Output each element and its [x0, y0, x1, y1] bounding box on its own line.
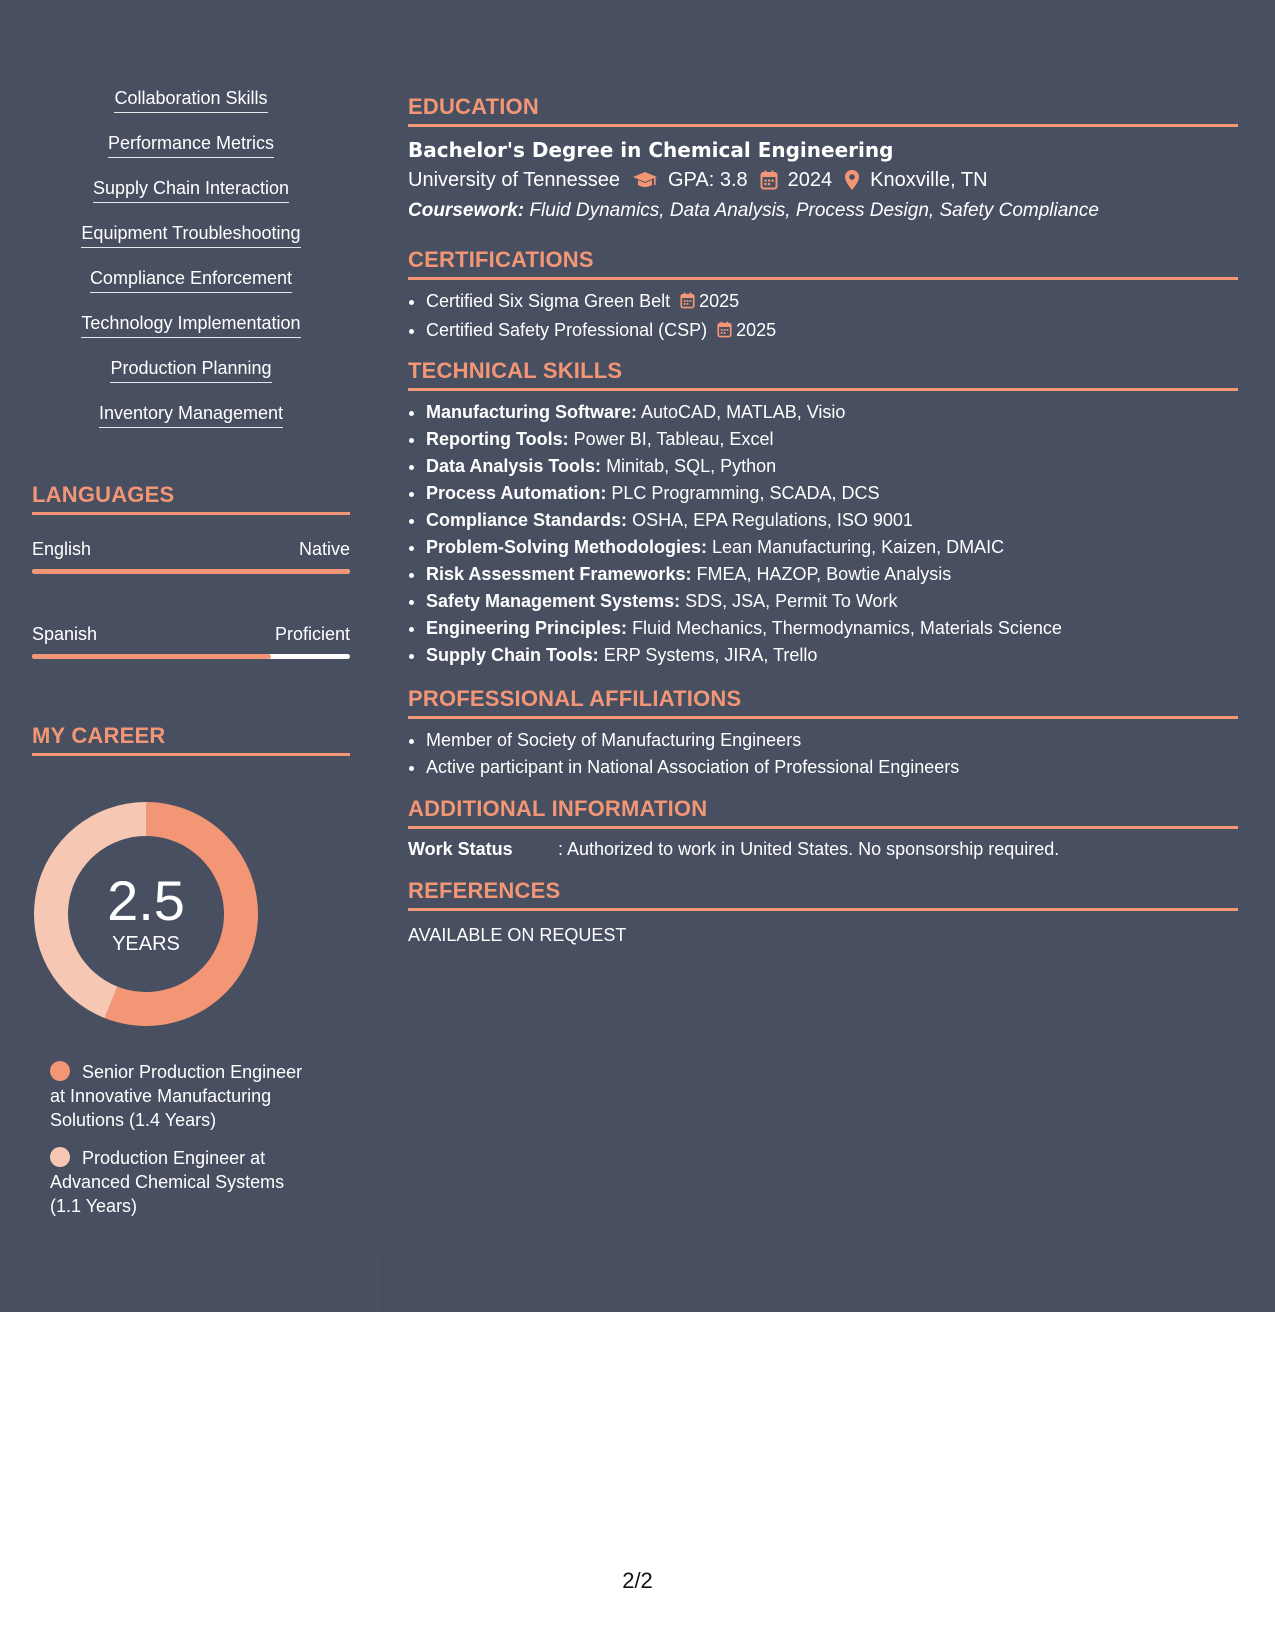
certification-year: 2025: [736, 320, 777, 340]
language-bar-english: [32, 569, 350, 574]
affiliation-item: • Member of Society of Manufacturing Engineers: [426, 727, 1238, 754]
certification-name: Certified Six Sigma Green Belt: [426, 291, 671, 311]
language-level: Proficient: [274, 624, 350, 644]
additional-info-title: ADDITIONAL INFORMATION: [408, 796, 1238, 829]
technical-skill-item: [426, 399, 1238, 426]
career-legend-label: Production Engineer at Advanced Chemical Systems (1.1 Years): [50, 1148, 285, 1216]
skill-label: Collaboration Skills: [114, 86, 267, 113]
technical-skill-item: [426, 561, 1238, 588]
technical-skill-value: Fluid Mechanics, Thermodynamics, Materials Science: [632, 618, 1062, 638]
graduation-year: 2024: [787, 169, 833, 191]
career-donut-chart: [32, 800, 260, 1028]
technical-skill-item: [426, 507, 1238, 534]
technical-skill-label: Engineering Principles:: [426, 618, 628, 638]
languages-section: [32, 482, 350, 659]
skill-label: Inventory Management: [99, 401, 283, 428]
references-section: [408, 878, 1238, 947]
language-row-spanish: [32, 622, 350, 646]
certifications-list: [408, 288, 1238, 346]
technical-skill-value: Minitab, SQL, Python: [606, 456, 777, 476]
coursework-label: Coursework:: [408, 200, 525, 221]
language-bar-spanish: [32, 654, 350, 659]
certification-item: [426, 288, 1238, 317]
skill-label: Compliance Enforcement: [90, 266, 292, 293]
technical-skill-item: [426, 480, 1238, 507]
technical-skill-label: Problem-Solving Methodologies:: [426, 537, 708, 557]
skill-item: [32, 311, 350, 356]
technical-skill-value: OSHA, EPA Regulations, ISO 9001: [632, 510, 913, 530]
skills-list: [32, 86, 350, 446]
technical-skill-value: ERP Systems, JIRA, Trello: [603, 645, 818, 665]
skill-label: Technology Implementation: [81, 311, 300, 338]
technical-skill-value: Lean Manufacturing, Kaizen, DMAIC: [712, 537, 1005, 557]
technical-skill-value: PLC Programming, SCADA, DCS: [611, 483, 880, 503]
career-section: [32, 723, 350, 756]
technical-skill-item: [426, 426, 1238, 453]
technical-skill-value: AutoCAD, MATLAB, Visio: [641, 402, 846, 422]
education-details: [408, 167, 1238, 193]
calendar-icon: [680, 290, 695, 317]
map-pin-icon: [844, 169, 860, 191]
degree-title: Bachelor's Degree in Chemical Engineering: [408, 138, 894, 162]
affiliations-title: PROFESSIONAL AFFILIATIONS: [408, 686, 1238, 719]
certifications-title: CERTIFICATIONS: [408, 247, 1238, 280]
language-bar-fill: [32, 569, 350, 574]
skill-item: [32, 221, 350, 266]
skill-item: [32, 176, 350, 221]
education-section: [408, 94, 1238, 224]
career-legend: [50, 1060, 320, 1232]
career-total-value: 2.5: [107, 869, 185, 932]
language-row-english: [32, 537, 350, 561]
technical-skill-label: Compliance Standards:: [426, 510, 628, 530]
calendar-icon: [717, 319, 732, 346]
references-title: REFERENCES: [408, 878, 1238, 911]
career-donut-segment-1: [34, 802, 146, 1018]
education-title: EDUCATION: [408, 94, 1238, 127]
technical-skill-label: Data Analysis Tools:: [426, 456, 602, 476]
technical-skill-label: Process Automation:: [426, 483, 607, 503]
career-legend-item: [50, 1146, 320, 1218]
technical-skill-label: Supply Chain Tools:: [426, 645, 599, 665]
affiliations-section: [408, 686, 1238, 781]
technical-skill-item: [426, 534, 1238, 561]
language-name: Spanish: [32, 624, 98, 644]
additional-info-section: [408, 796, 1238, 861]
career-total-unit: YEARS: [112, 933, 180, 955]
left-column: [0, 0, 383, 1312]
affiliation-item: • Active participant in National Association of Professional Engineers: [426, 754, 1238, 781]
skill-item: [32, 86, 350, 131]
technical-skill-value: Power BI, Tableau, Excel: [573, 429, 774, 449]
work-status-row: [408, 837, 1238, 861]
technical-skill-item: [426, 588, 1238, 615]
gpa: GPA: 3.8: [667, 169, 748, 191]
technical-skill-label: Risk Assessment Frameworks:: [426, 564, 692, 584]
coursework: [408, 198, 1238, 224]
skill-label: Equipment Troubleshooting: [81, 221, 300, 248]
technical-skill-item: [426, 453, 1238, 480]
career-legend-label: Senior Production Engineer at Innovative Manufacturing Solutions (1.4 Years): [50, 1062, 303, 1130]
career-title: MY CAREER: [32, 723, 350, 756]
skill-label: Supply Chain Interaction: [93, 176, 289, 203]
skill-item: [32, 401, 350, 446]
certification-item: [426, 317, 1238, 346]
page-number: 2/2: [622, 1568, 653, 1593]
technical-skills-list: [408, 399, 1238, 669]
technical-skills-section: [408, 358, 1238, 669]
technical-skills-title: TECHNICAL SKILLS: [408, 358, 1238, 391]
technical-skill-item: [426, 642, 1238, 669]
language-name: English: [32, 539, 92, 559]
coursework-list: Fluid Dynamics, Data Analysis, Process Design, Safety Compliance: [529, 200, 1099, 221]
skill-label: Performance Metrics: [108, 131, 274, 158]
certification-year: 2025: [699, 291, 740, 311]
certification-name: Certified Safety Professional (CSP): [426, 320, 708, 340]
skill-item: [32, 266, 350, 311]
graduation-cap-icon: [632, 170, 658, 190]
technical-skill-label: Reporting Tools:: [426, 429, 569, 449]
technical-skill-item: [426, 615, 1238, 642]
language-level: Native: [298, 539, 350, 559]
language-bar-fill: [32, 654, 271, 659]
references-text: AVAILABLE ON REQUEST: [408, 925, 627, 945]
technical-skill-label: Safety Management Systems:: [426, 591, 681, 611]
education-location: Knoxville, TN: [870, 169, 988, 191]
technical-skill-value: FMEA, HAZOP, Bowtie Analysis: [696, 564, 952, 584]
legend-dot: [50, 1147, 70, 1167]
skill-item: [32, 131, 350, 176]
technical-skill-label: Manufacturing Software:: [426, 402, 638, 422]
work-status-value: : Authorized to work in United States. No sponsorship required.: [558, 839, 1060, 859]
career-legend-item: [50, 1060, 320, 1132]
calendar-icon: [760, 170, 778, 190]
skill-item: [32, 356, 350, 401]
work-status-key: Work Status: [408, 839, 513, 859]
affiliations-list: [408, 727, 1238, 781]
certifications-section: [408, 247, 1238, 346]
technical-skill-value: SDS, JSA, Permit To Work: [685, 591, 898, 611]
skill-label: Production Planning: [110, 356, 271, 383]
legend-dot: [50, 1061, 70, 1081]
languages-title: LANGUAGES: [32, 482, 350, 515]
school-name: University of Tennessee: [408, 169, 620, 191]
